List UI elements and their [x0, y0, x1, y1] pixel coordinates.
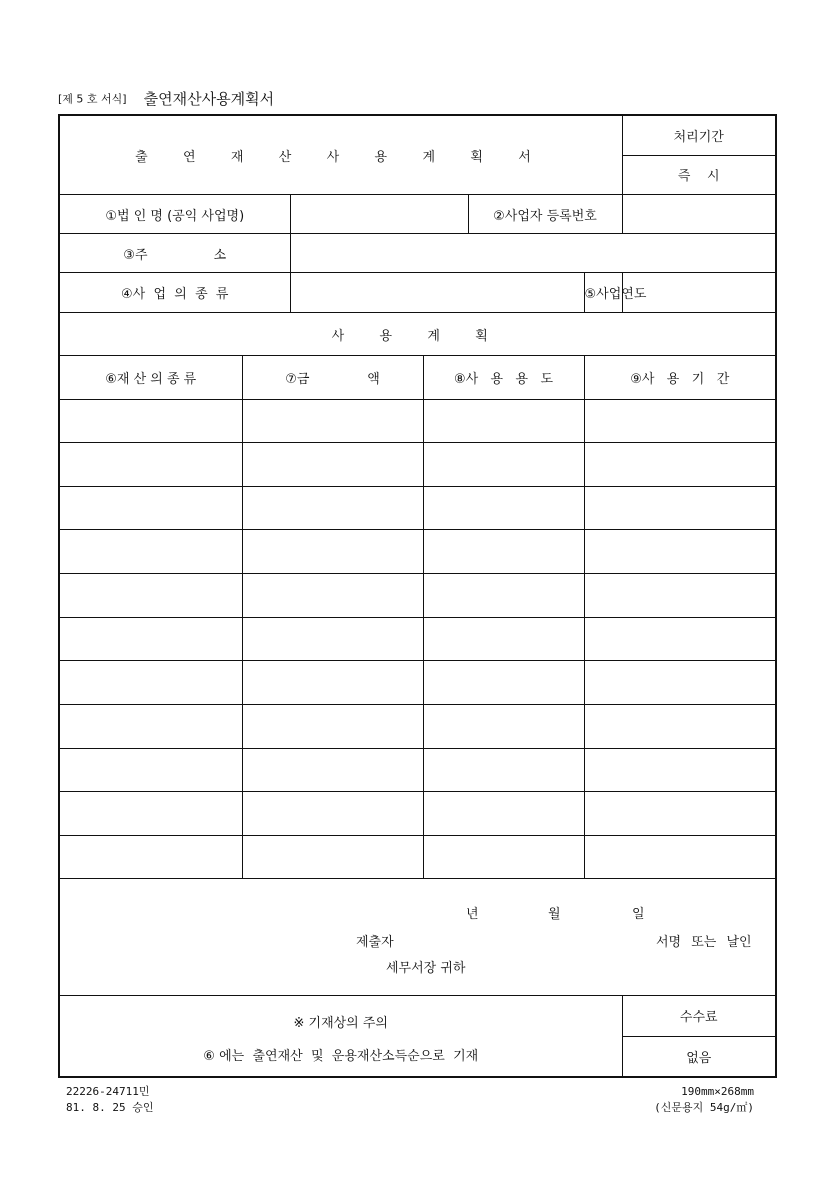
- form-number: [제 5 호 서식]: [58, 92, 127, 106]
- fee-label: 수수료: [623, 996, 776, 1036]
- cell-period[interactable]: [584, 530, 776, 574]
- document-title: 출 연 재 산 사 용 계 획 서: [59, 115, 622, 195]
- cell-amount[interactable]: [242, 749, 423, 792]
- submitter-label: 제출자: [356, 935, 394, 950]
- col-amount: ⑦금 액: [242, 356, 423, 400]
- cell-amount[interactable]: [242, 836, 423, 879]
- day-label: 일: [632, 907, 645, 922]
- table-row: [59, 661, 776, 705]
- plan-header: 사 용 계 획: [59, 313, 776, 356]
- notes-text: ⑥ 에는 출연재산 및 운용재산소득순으로 기재: [203, 1049, 479, 1064]
- cell-usage[interactable]: [423, 530, 584, 574]
- table-row: [59, 400, 776, 443]
- cell-usage[interactable]: [423, 792, 584, 836]
- cell-usage[interactable]: [423, 574, 584, 618]
- cell-period[interactable]: [584, 574, 776, 618]
- table-row: [59, 443, 776, 487]
- cell-usage[interactable]: [423, 487, 584, 530]
- sign-label: 서명 또는 날인: [656, 935, 752, 950]
- cell-amount[interactable]: [242, 574, 423, 618]
- cell-amount[interactable]: [242, 792, 423, 836]
- col-usage: ⑧사 용 용 도: [423, 356, 584, 400]
- table-row: [59, 705, 776, 749]
- cell-period[interactable]: [584, 443, 776, 487]
- biz-no-label: ②사업자 등록번호: [468, 195, 622, 234]
- cell-asset[interactable]: [59, 443, 242, 487]
- processing-period-label: 처리기간: [623, 116, 776, 155]
- col-period: ⑨사 용 기 간: [584, 356, 776, 400]
- corp-name-field[interactable]: [290, 195, 468, 234]
- cell-asset[interactable]: [59, 749, 242, 792]
- cell-asset[interactable]: [59, 487, 242, 530]
- table-row: [59, 574, 776, 618]
- cell-usage[interactable]: [423, 836, 584, 879]
- cell-usage[interactable]: [423, 443, 584, 487]
- biz-year-label: ⑤사업연도: [584, 273, 622, 313]
- biz-type-label: ④사 업 의 종 류: [59, 273, 290, 313]
- addressee: 세무서장 귀하: [386, 961, 466, 976]
- form-header: [58, 88, 458, 112]
- plan-form: [58, 114, 777, 1078]
- cell-amount[interactable]: [242, 618, 423, 661]
- notes-block: [59, 996, 622, 1078]
- table-row: [59, 836, 776, 879]
- cell-period[interactable]: [584, 487, 776, 530]
- year-label: 년: [466, 907, 479, 922]
- paper-size: 190mm×268mm: [681, 1085, 754, 1098]
- col-asset-type: ⑥재 산 의 종 류: [59, 356, 242, 400]
- processing-period-box: [622, 115, 776, 195]
- address-label: ③주 소: [59, 234, 290, 273]
- cell-asset[interactable]: [59, 530, 242, 574]
- column-header-row: [59, 356, 776, 400]
- month-label: 월: [548, 907, 561, 922]
- table-row: [59, 530, 776, 574]
- address-field[interactable]: [290, 234, 776, 273]
- cell-period[interactable]: [584, 400, 776, 443]
- cell-asset[interactable]: [59, 661, 242, 705]
- biz-type-field[interactable]: [290, 273, 584, 313]
- cell-asset[interactable]: [59, 836, 242, 879]
- fee-value: 없음: [623, 1036, 776, 1076]
- cell-period[interactable]: [584, 792, 776, 836]
- cell-usage[interactable]: [423, 705, 584, 749]
- processing-period-value: 즉 시: [623, 155, 776, 194]
- footer-left: [66, 1084, 153, 1116]
- table-row: [59, 749, 776, 792]
- submission-block: [59, 879, 776, 996]
- cell-usage[interactable]: [423, 661, 584, 705]
- cell-amount[interactable]: [242, 530, 423, 574]
- cell-asset[interactable]: [59, 792, 242, 836]
- cell-period[interactable]: [584, 705, 776, 749]
- cell-usage[interactable]: [423, 749, 584, 792]
- cell-period[interactable]: [584, 836, 776, 879]
- biz-no-field[interactable]: [622, 195, 776, 234]
- cell-usage[interactable]: [423, 618, 584, 661]
- cell-amount[interactable]: [242, 487, 423, 530]
- form-code: 22226-24711민: [66, 1085, 150, 1098]
- cell-period[interactable]: [584, 661, 776, 705]
- cell-usage[interactable]: [423, 400, 584, 443]
- notes-title: ※ 기재상의 주의: [293, 1016, 388, 1031]
- approval-date: 81. 8. 25 승인: [66, 1101, 154, 1114]
- cell-amount[interactable]: [242, 443, 423, 487]
- cell-asset[interactable]: [59, 574, 242, 618]
- footer-right: [654, 1084, 754, 1116]
- cell-amount[interactable]: [242, 705, 423, 749]
- table-row: [59, 618, 776, 661]
- cell-amount[interactable]: [242, 661, 423, 705]
- table-row: [59, 792, 776, 836]
- fee-box: [622, 996, 776, 1078]
- corp-name-label: ①법 인 명 (공익 사업명): [59, 195, 290, 234]
- cell-period[interactable]: [584, 749, 776, 792]
- cell-asset[interactable]: [59, 705, 242, 749]
- form-title: 출연재산사용계획서: [143, 90, 275, 108]
- cell-asset[interactable]: [59, 400, 242, 443]
- cell-amount[interactable]: [242, 400, 423, 443]
- cell-period[interactable]: [584, 618, 776, 661]
- cell-asset[interactable]: [59, 618, 242, 661]
- table-row: [59, 487, 776, 530]
- paper-type: (신문용지 54g/㎡): [654, 1101, 754, 1114]
